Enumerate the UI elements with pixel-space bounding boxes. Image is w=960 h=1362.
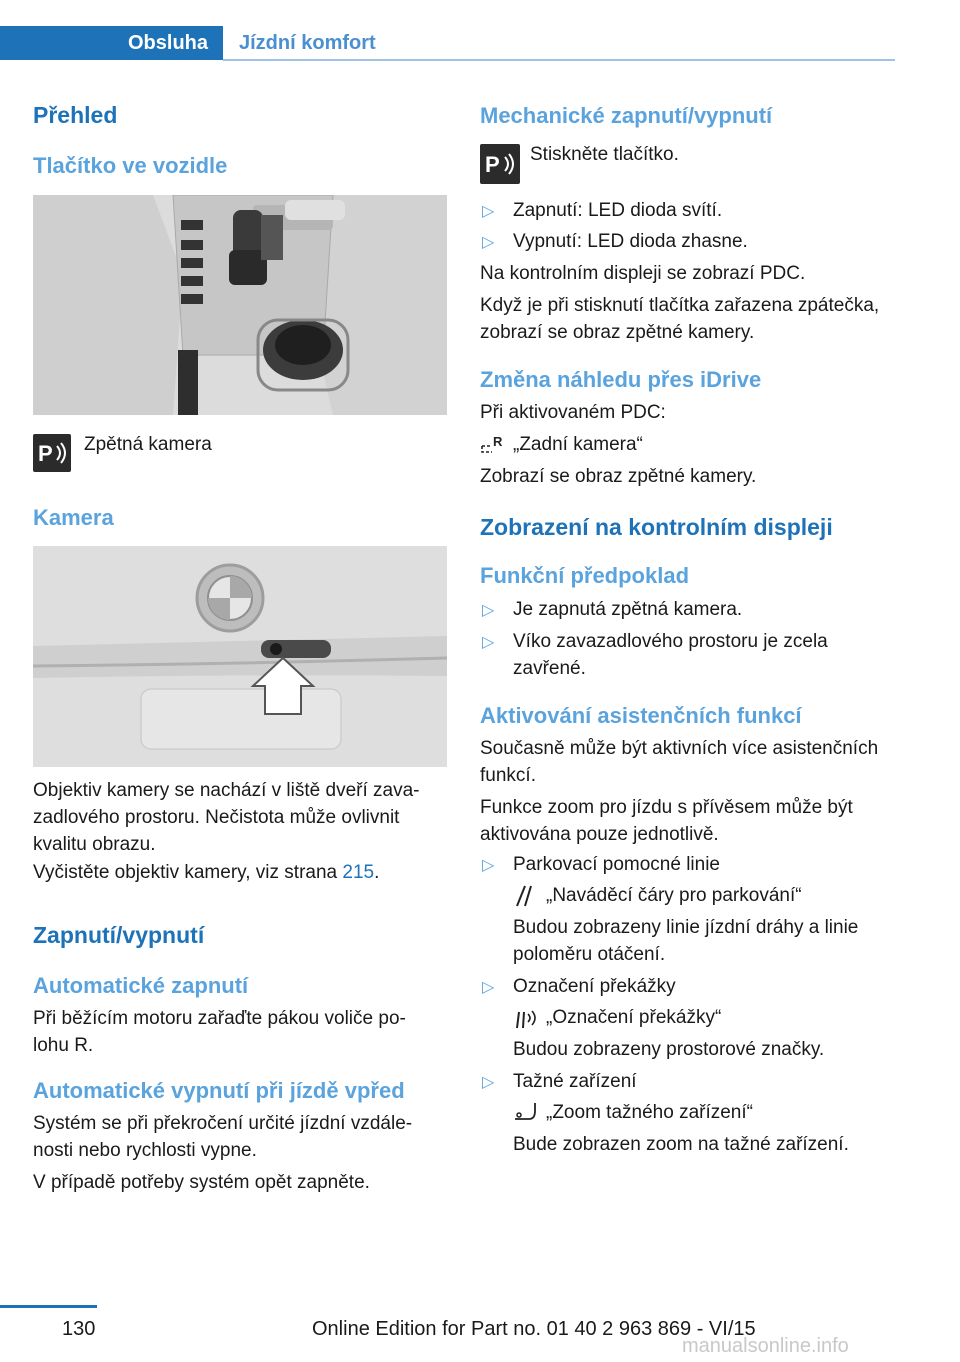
tab-obsluha-label: Obsluha [128, 32, 209, 54]
bullet-kamera-zapnuta: Je zapnutá zpětná kamera. [513, 599, 743, 620]
rear-camera-button-icon-2 [480, 144, 520, 184]
footer-rule [0, 1305, 97, 1308]
auto-zap-line-1: Při běžícím motoru zařaďte pákou voliče po‐ [33, 1008, 406, 1029]
bullet-icon: ▷ [482, 203, 495, 220]
svg-text:P: P [38, 441, 53, 466]
akt-p2-line-1: Funkce zoom pro jízdu s přívěsem může být [480, 797, 853, 818]
heading-prehled: Přehled [33, 102, 118, 128]
page-number: 130 [62, 1318, 96, 1340]
bullet-icon: ▷ [482, 857, 495, 874]
header-rule [223, 59, 895, 61]
bullet-viko-line-1: Víko zavazadlového prostoru je zcela [513, 631, 828, 652]
bullet-icon: ▷ [482, 634, 495, 651]
zpetna-kamera-label: Zpětná kamera [84, 434, 212, 455]
p-zpatecka-line-2: zobrazí se obraz zpětné kamery. [480, 322, 755, 343]
bullet-icon: ▷ [482, 234, 495, 251]
header-tabs [0, 26, 895, 62]
auto-vyp-line-3: V případě potřeby systém opět zapněte. [33, 1172, 370, 1193]
tab-jizdni-komfort[interactable]: Jízdní komfort [239, 32, 376, 54]
heading-zapnuti-vypnuti: Zapnutí/vypnutí [33, 922, 205, 948]
mech-text: Stiskněte tlačítko. [530, 144, 679, 165]
heading-funkcni-predpoklad: Funkční předpoklad [480, 563, 690, 588]
footer-edition: Online Edition for Part no. 01 40 2 963 869 - VI/15 [312, 1318, 756, 1340]
heading-zmena-nahledu: Změna náhledu přes iDrive [480, 367, 762, 392]
bullet-tazne-zarizeni: Tažné zařízení [513, 1071, 637, 1092]
akt-p1-line-1: Současně může být aktivních více asistenčních [480, 738, 879, 759]
auto-vyp-line-2: nosti nebo rychlosti vypne. [33, 1140, 257, 1161]
bullet-icon: ▷ [482, 1074, 495, 1091]
akt-p2-line-2: aktivována pouze jednotlivě. [480, 824, 719, 845]
console-photo [33, 195, 447, 415]
parking-lines-desc-line-2: poloměru otáčení. [513, 944, 666, 965]
heading-kamera: Kamera [33, 505, 114, 530]
obstacle-marking-menu: „Označení překážky“ [546, 1007, 722, 1028]
bullet-icon: ▷ [482, 979, 495, 996]
heading-mechanicke: Mechanické zapnutí/vypnutí [480, 103, 773, 128]
heading-zobrazeni: Zobrazení na kontrolním displeji [480, 514, 833, 540]
p-pdc: Na kontrolním displeji se zobrazí PDC. [480, 263, 806, 284]
p-zadni-kamera: „Zadní kamera“ [513, 434, 643, 455]
rear-camera-menu-icon [480, 432, 506, 458]
kamera-para-1-line-3: kvalitu obrazu. [33, 834, 156, 855]
svg-text:R: R [493, 434, 503, 449]
kamera-para-2 [33, 859, 379, 886]
bullet-vypnuti: Vypnutí: LED dioda zhasne. [513, 231, 748, 252]
p-zpatecka-line-1: Když je při stisknutí tlačítka zařazena zpátečka, [480, 295, 880, 316]
bullet-viko-line-2: zavřené. [513, 658, 586, 679]
heading-automaticke-vypnuti: Automatické vypnutí při jízdě vpřed [33, 1078, 405, 1103]
heading-tlacitko: Tlačítko ve vozidle [33, 153, 228, 178]
bullet-zapnuti: Zapnutí: LED dioda svítí. [513, 200, 723, 221]
tailgate-camera-photo [33, 546, 447, 767]
heading-automaticke-zapnuti: Automatické zapnutí [33, 973, 249, 998]
heading-aktivovani: Aktivování asistenčních funkcí [480, 703, 802, 728]
kamera-para-1-line-1: Objektiv kamery se nachází v liště dveří zava‐ [33, 780, 420, 801]
tow-hitch-zoom-menu: „Zoom tažného zařízení“ [546, 1102, 753, 1123]
kamera-para-2-text: Vyčistěte objektiv kamery, viz strana [33, 862, 343, 883]
kamera-para-1-line-2: zadlového prostoru. Nečistota může ovlivnit [33, 807, 400, 828]
parking-lines-icon [513, 882, 539, 908]
obstacle-marking-icon [513, 1004, 539, 1030]
tow-hitch-zoom-desc: Bude zobrazen zoom na tažné zařízení. [513, 1134, 849, 1155]
watermark: manualsonline.info [682, 1335, 849, 1357]
kamera-para-2-suffix: . [374, 862, 380, 883]
bullet-parkovaci-linie: Parkovací pomocné linie [513, 854, 720, 875]
parking-lines-desc-line-1: Budou zobrazeny linie jízdní dráhy a linie [513, 917, 859, 938]
bullet-icon: ▷ [482, 602, 495, 619]
p-pri-pdc: Při aktivovaném PDC: [480, 402, 666, 423]
svg-text:P: P [485, 152, 500, 177]
tow-hitch-zoom-icon [513, 1099, 539, 1125]
bullet-oznaceni-prekazky: Označení překážky [513, 976, 676, 997]
auto-zap-line-2: lohu R. [33, 1035, 94, 1056]
rear-camera-button-icon [33, 434, 71, 472]
tab-obsluha[interactable] [0, 26, 223, 60]
obstacle-marking-desc: Budou zobrazeny prostorové značky. [513, 1039, 825, 1060]
parking-lines-menu: „Naváděcí čáry pro parkování“ [546, 885, 802, 906]
auto-vyp-line-1: Systém se při překročení určité jízdní vzdále‐ [33, 1113, 413, 1134]
p-zobrazi: Zobrazí se obraz zpětné kamery. [480, 466, 757, 487]
akt-p1-line-2: funkcí. [480, 765, 536, 786]
page-link-215[interactable]: 215 [342, 862, 375, 883]
